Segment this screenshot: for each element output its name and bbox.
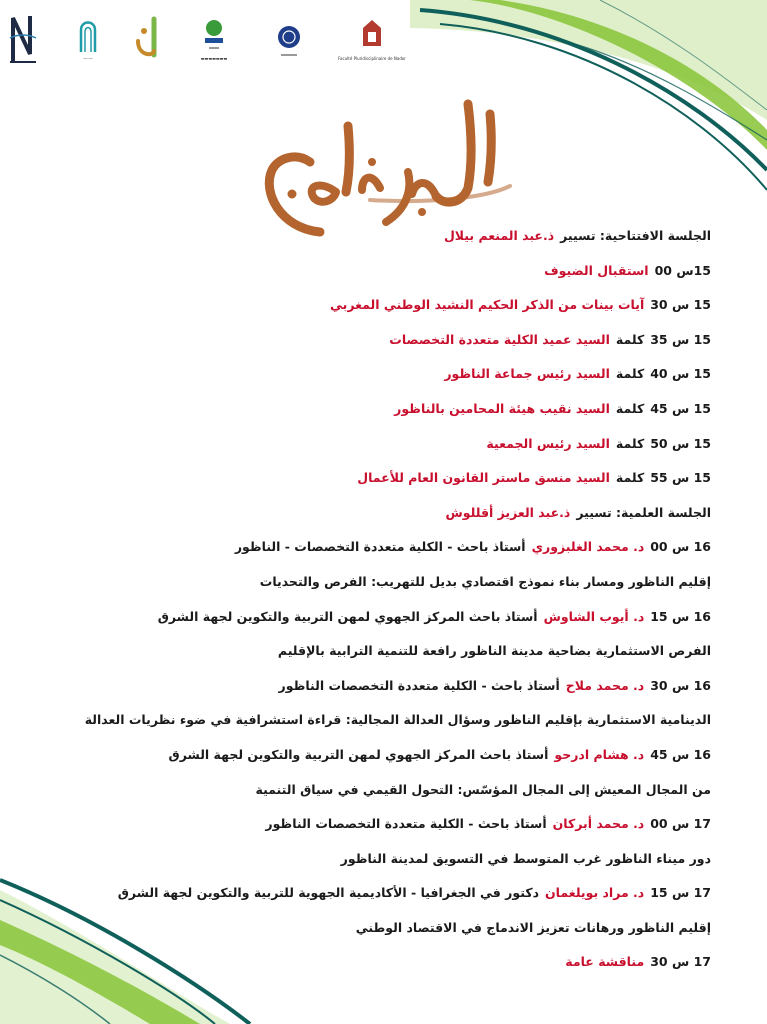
faculty-crest-icon (361, 18, 383, 54)
speaker: السيد منسق ماستر القانون العام للأعمال (357, 470, 610, 486)
green-emblem-logo (184, 6, 244, 72)
speaker: د. محمد الغلبزوري (531, 539, 645, 555)
general-discussion: مناقشة عامة (565, 954, 645, 970)
arch-icon (78, 18, 98, 54)
arch-logo (74, 6, 102, 72)
opening-session-heading (91, 219, 711, 254)
time: 15 س 45 (650, 400, 711, 416)
talk-title (91, 565, 711, 600)
session-label: الجلسة العلمية: تسيير (576, 504, 711, 520)
program-line (91, 392, 711, 427)
program-line (91, 323, 711, 358)
session-label: الجلسة الافتتاحية: تسيير (560, 228, 711, 243)
program-line (91, 669, 711, 704)
program-line (91, 738, 711, 773)
item-label: كلمة (615, 470, 645, 486)
speaker: السيد رئيس جماعة الناظور (444, 366, 610, 382)
talk-title-text: الدينامية الاستثمارية بإقليم الناظور وسؤال العدالة المجالية: قراءة استشرافية في ضوء نظريات العدالة (84, 712, 711, 728)
emblem-icon (199, 18, 229, 54)
affiliation: أستاذ باحث - الكلية متعددة التخصصات الناظور (265, 816, 547, 832)
university-n-logo (6, 6, 40, 72)
time: 15س 00 (654, 262, 711, 278)
talk-title-text: إقليم الناظور ورهانات تعزيز الاندماج في الاقتصاد الوطني (355, 919, 711, 935)
moderator-name: ذ.عبد العزيز أقللوش (445, 504, 571, 520)
affiliation: أستاذ باحث المركز الجهوي لمهن التربية والتكوين لجهة الشرق (157, 608, 538, 624)
program-list (84, 219, 711, 980)
speaker: السيد عميد الكلية متعددة التخصصات (389, 331, 610, 347)
time: 15 س 50 (650, 435, 711, 451)
program-line (91, 254, 711, 289)
affiliation: أستاذ باحث المركز الجهوي لمهن التربية والتكوين لجهة الشرق (168, 746, 549, 762)
faculty-nador-logo (338, 6, 406, 72)
time: 15 س 35 (650, 331, 711, 347)
program-line (91, 427, 711, 462)
time: 15 س 30 (650, 297, 711, 313)
talk-title-text: إقليم الناظور ومسار بناء نموذج اقتصادي بديل للتهريب: الفرص والتحديات (259, 573, 711, 589)
talk-title (91, 634, 711, 669)
faculty-logo-caption: Faculté Pluridisciplinaire de Nador (338, 55, 406, 61)
talk-title (91, 842, 711, 877)
item-label: كلمة (615, 366, 645, 382)
seal-icon (277, 19, 301, 59)
affiliation: أستاذ باحث - الكلية متعددة التخصصات - الناظور (234, 539, 526, 555)
item-label: كلمة (615, 400, 645, 416)
arabic-mark-logo (130, 6, 164, 72)
speaker: د. مراد بويلغمان (545, 885, 645, 901)
green-emblem-caption: ▬▬▬▬▬▬▬ (200, 55, 228, 61)
talk-title-text: من المجال المعيش إلى المجال المؤسّس: التحول القيمي في سياق التنمية (255, 781, 711, 797)
program-line (91, 357, 711, 392)
time: 16 س 15 (650, 608, 711, 624)
time: 16 س 00 (650, 539, 711, 555)
calligraphy-mark-icon (132, 15, 162, 63)
speaker: د. هشام ادرحو (554, 746, 645, 762)
blue-seal-logo (272, 6, 306, 72)
affiliation: دكتور في الجغرافيا - الأكاديمية الجهوية للتربية والتكوين لجهة الشرق (117, 885, 540, 901)
time: 16 س 45 (650, 746, 711, 762)
talk-title (91, 911, 711, 946)
talk-title-text: دور ميناء الناظور غرب المتوسط في التسويق لمدينة الناظور (340, 850, 711, 866)
speaker: السيد نقيب هيئة المحامين بالناظور (394, 400, 610, 416)
time: 16 س 30 (650, 677, 711, 693)
item-label: كلمة (615, 435, 645, 451)
time: 15 س 40 (650, 366, 711, 382)
speaker: د. أيوب الشاوش (543, 608, 645, 624)
affiliation: أستاذ باحث - الكلية متعددة التخصصات الناظور (278, 677, 560, 693)
item-label: كلمة (615, 331, 645, 347)
program-line (91, 600, 711, 635)
item-title: استقبال الضيوف (544, 262, 649, 278)
item-title: آيات بينات من الذكر الحكيم النشيد الوطني المغربي (330, 297, 645, 313)
program-line (91, 876, 711, 911)
logos-row (6, 6, 406, 72)
program-line (91, 530, 711, 565)
talk-title (84, 703, 711, 738)
speaker: د. محمد ملاح (565, 677, 645, 693)
moderator-name: ذ.عبد المنعم بيلال (443, 228, 555, 243)
n-letter-icon (8, 10, 38, 68)
time: 17 س 30 (650, 954, 711, 970)
program-line (91, 461, 711, 496)
speaker: د. محمد أبركان (552, 816, 645, 832)
program-line (91, 945, 711, 980)
program-line (91, 807, 711, 842)
time: 15 س 55 (650, 470, 711, 486)
time: 17 س 00 (650, 816, 711, 832)
arch-logo-caption: ― ― (83, 55, 93, 61)
scientific-session-heading (91, 496, 711, 531)
program-line (91, 288, 711, 323)
talk-title (91, 773, 711, 808)
time: 17 س 15 (650, 885, 711, 901)
talk-title-text: الفرص الاستثمارية بضاحية مدينة الناظور رافعة للتنمية الترابية بالإقليم (277, 643, 711, 659)
speaker: السيد رئيس الجمعية (486, 435, 610, 451)
